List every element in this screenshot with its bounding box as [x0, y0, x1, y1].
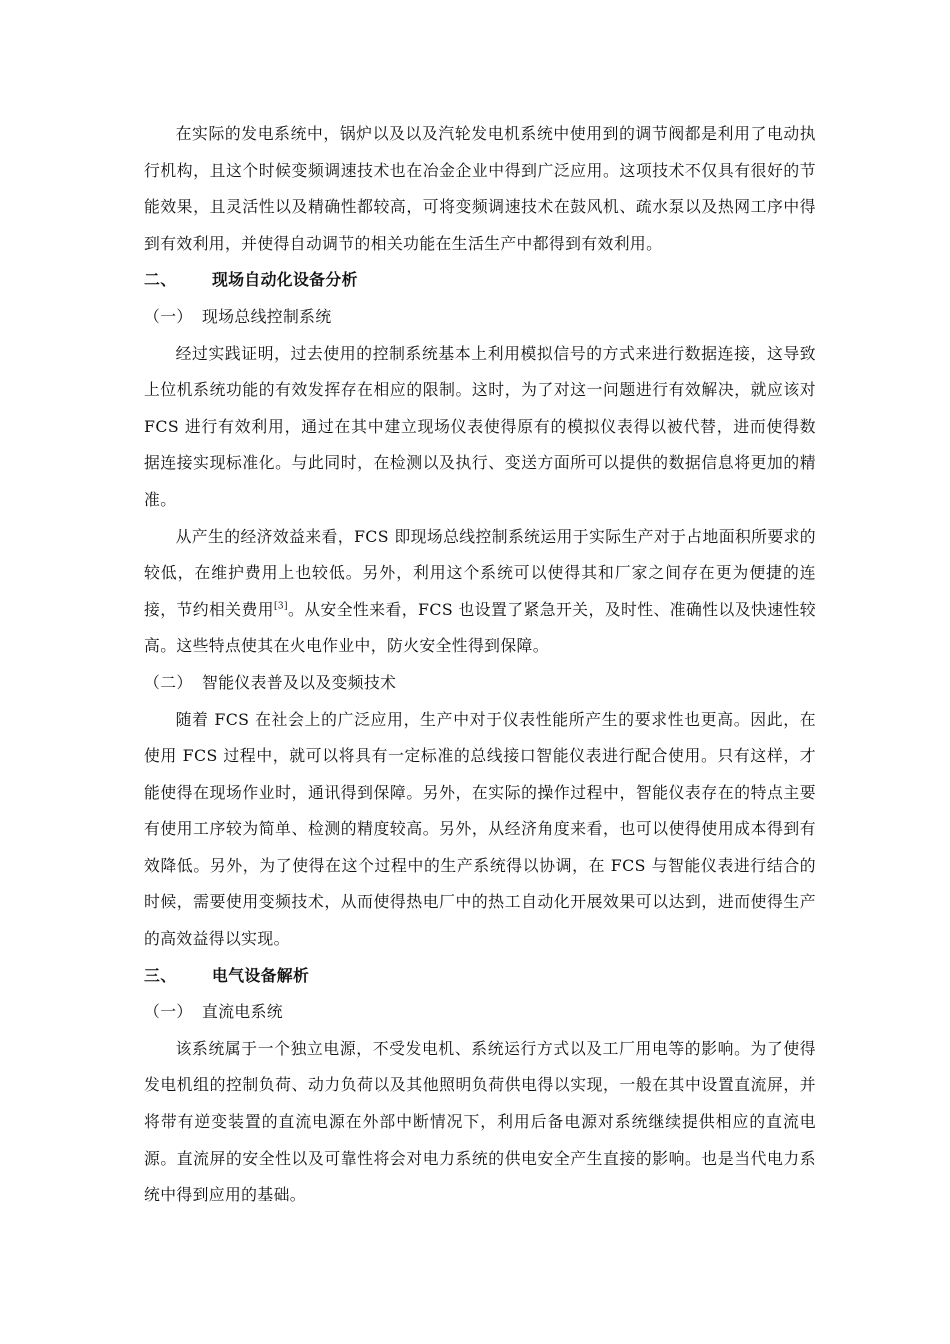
- subsection-title: 直流电系统: [202, 1002, 283, 1022]
- subsection-heading-3-1: [144, 994, 816, 1031]
- document-page: [144, 116, 816, 1214]
- paragraph-3: [144, 519, 816, 665]
- subsection-number: （一）: [144, 1002, 193, 1022]
- paragraph-5: 该系统属于一个独立电源，不受发电机、系统运行方式以及工厂用电等的影响。为了使得发电机组的控制负荷、动力负荷以及其他照明负荷供电得以实现，一般在其中设置直流屏，并将带有逆变装置的直流电源在外部中断情况下，利用后备电源对系统继续提供相应的直流电源。直流屏的安全性以及可靠性将会对电力系统的供电安全产生直接的影响。也是当代电力系统中得到应用的基础。: [144, 1038, 816, 1205]
- subsection-number: （二）: [144, 672, 193, 692]
- section-title: 现场自动化设备分析: [212, 270, 358, 290]
- paragraph-1: 在实际的发电系统中，锅炉以及以及汽轮发电机系统中使用到的调节阀都是利用了电动执行机构，且这个时候变频调速技术也在冶金企业中得到广泛应用。这项技术不仅具有很好的节能效果，且灵活性以及精确性都较高，可将变频调速技术在鼓风机、疏水泵以及热网工序中得到有效利用，并使得自动调节的相关功能在生活生产中都得到有效利用。: [144, 124, 816, 253]
- section-number: 三、: [144, 965, 177, 985]
- paragraph-2: 经过实践证明，过去使用的控制系统基本上利用模拟信号的方式来进行数据连接，这导致上位机系统功能的有效发挥存在相应的限制。这时，为了对这一问题进行有效解决，就应该对 FCS 进行有效利用，通过在其中建立现场仪表使得原有的模拟仪表得以被代替，进而使得数据连接实现标准化。与此同时，在检测以及执行、变送方面所可以提供的数据信息将更加的精准。: [144, 343, 816, 509]
- subsection-heading-2-1: [144, 299, 816, 336]
- subsection-title: 智能仪表普及以及变频技术: [202, 672, 397, 692]
- citation-ref: [3]: [274, 601, 288, 612]
- subsection-title: 现场总线控制系统: [202, 306, 332, 326]
- paragraph-3-text-b: 。从安全性来看，FCS 也设置了紧急开关，及时性、准确性以及快速性较高。这些特点使其在火电作业中，防火安全性得到保障。: [144, 599, 816, 656]
- section-number: 二、: [144, 270, 177, 290]
- section-heading-2: [144, 262, 816, 299]
- subsection-number: （一）: [144, 306, 193, 326]
- section-heading-3: [144, 958, 816, 995]
- section-title: 电气设备解析: [212, 965, 310, 985]
- subsection-heading-2-2: [144, 665, 816, 702]
- paragraph-3-text-a: 从产生的经济效益来看，FCS 即现场总线控制系统运用于实际生产对于占地面积所要求的较低，在维护费用上也较低。另外，利用这个系统可以使得其和厂家之间存在更为便捷的连接，节约相关费用: [144, 526, 816, 619]
- paragraph-4: 随着 FCS 在社会上的广泛应用，生产中对于仪表性能所产生的要求性也更高。因此，在使用 FCS 过程中，就可以将具有一定标准的总线接口智能仪表进行配合使用。只有这样，才能使得在现场作业时，通讯得到保障。另外，在实际的操作过程中，智能仪表存在的特点主要有使用工序较为简单、检测的精度较高。另外，从经济角度来看，也可以使得使用成本得到有效降低。另外，为了使得在这个过程中的生产系统得以协调，在 FCS 与智能仪表进行结合的时候，需要使用变频技术，从而使得热电厂中的热工自动化开展效果可以达到，进而使得生产的高效益得以实现。: [144, 709, 816, 949]
